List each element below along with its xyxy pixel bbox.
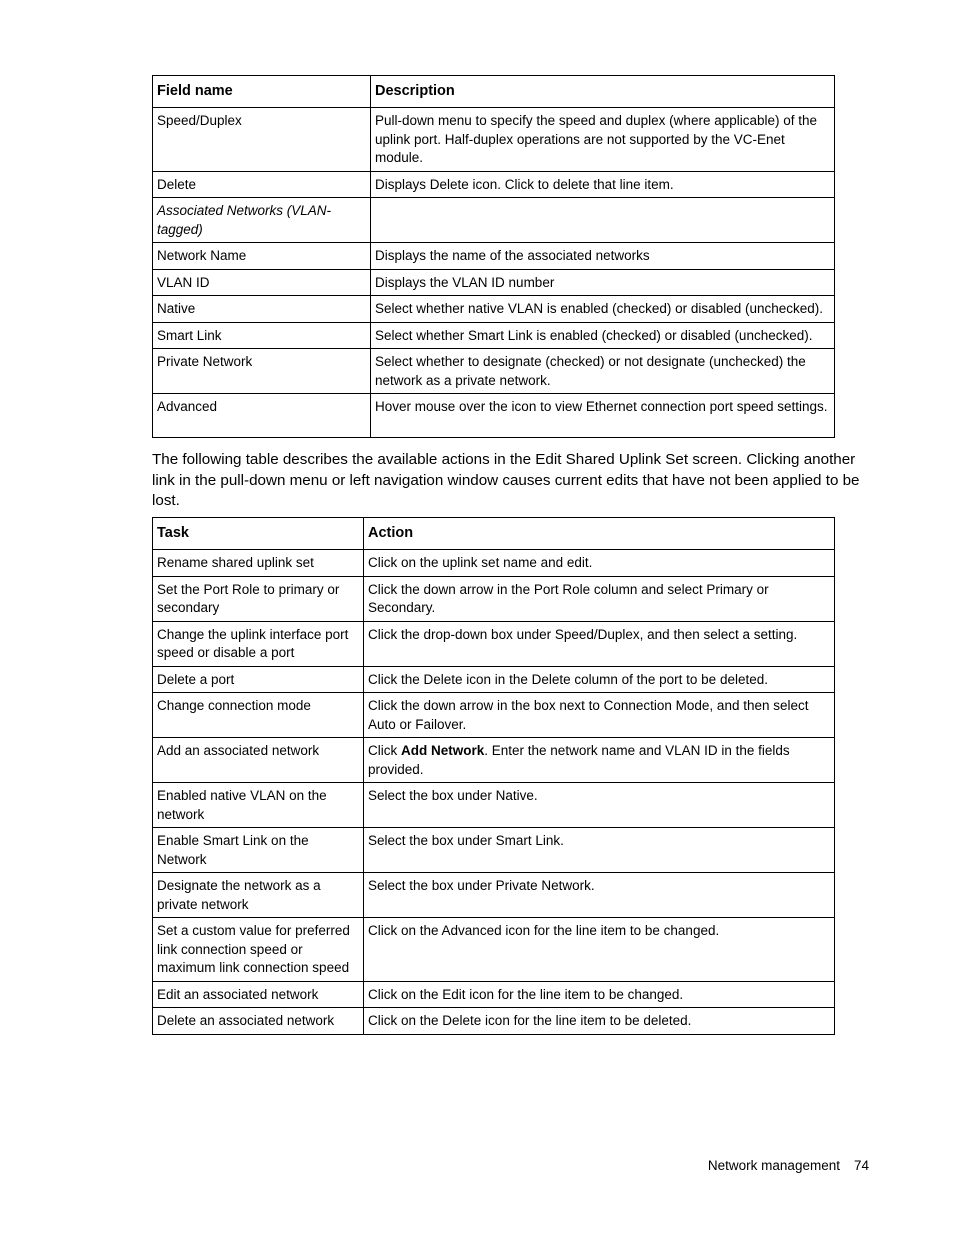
table-row: [153, 738, 835, 783]
table-row: [153, 198, 835, 243]
field-name-cell: Advanced: [153, 394, 371, 438]
description-cell: Select whether Smart Link is enabled (checked) or disabled (unchecked).: [371, 322, 835, 349]
field-name-cell: Speed/Duplex: [153, 108, 371, 172]
description-cell: Pull-down menu to specify the speed and duplex (where applicable) of the uplink port. Half-duplex operations are not supported by the VC-Enet module.: [371, 108, 835, 172]
field-name-cell: Network Name: [153, 243, 371, 270]
page-footer: [708, 1158, 869, 1173]
table-row: [153, 550, 835, 577]
task-cell: Change the uplink interface port speed or disable a port: [153, 621, 364, 666]
task-cell: Delete a port: [153, 666, 364, 693]
table-row: [153, 621, 835, 666]
task-cell: Enable Smart Link on the Network: [153, 828, 364, 873]
table-row: [153, 783, 835, 828]
description-cell: Select whether native VLAN is enabled (checked) or disabled (unchecked).: [371, 296, 835, 323]
column-header-description: Description: [371, 76, 835, 108]
table-row: [153, 666, 835, 693]
action-cell: Click on the Delete icon for the line item to be deleted.: [364, 1008, 835, 1035]
field-name-cell: VLAN ID: [153, 269, 371, 296]
task-action-table: [152, 517, 835, 1035]
task-cell: Change connection mode: [153, 693, 364, 738]
table-header-row: [153, 518, 835, 550]
footer-section-title: Network management: [707, 1158, 840, 1173]
task-cell: Set a custom value for preferred link connection speed or maximum link connection speed: [153, 918, 364, 982]
action-cell: Select the box under Smart Link.: [364, 828, 835, 873]
task-cell: Designate the network as a private network: [153, 873, 364, 918]
action-text-prefix: Click: [368, 743, 401, 758]
column-header-task: Task: [153, 518, 364, 550]
task-cell: Add an associated network: [153, 738, 364, 783]
table-row: [153, 828, 835, 873]
action-cell: Click on the Edit icon for the line item to be changed.: [364, 981, 835, 1008]
action-cell: Click the Delete icon in the Delete column of the port to be deleted.: [364, 666, 835, 693]
table-row: [153, 269, 835, 296]
table-row: [153, 693, 835, 738]
table-row: [153, 322, 835, 349]
task-cell: Rename shared uplink set: [153, 550, 364, 577]
table-row: [153, 108, 835, 172]
description-cell: Displays Delete icon. Click to delete that line item.: [371, 171, 835, 198]
description-cell: Hover mouse over the icon to view Ethernet connection port speed settings.: [371, 394, 835, 438]
field-name-cell: Delete: [153, 171, 371, 198]
task-cell: Set the Port Role to primary or secondary: [153, 576, 364, 621]
column-header-action: Action: [364, 518, 835, 550]
table-row: [153, 349, 835, 394]
action-cell: [364, 738, 835, 783]
table-row: [153, 981, 835, 1008]
table-header-row: [153, 76, 835, 108]
task-cell: Enabled native VLAN on the network: [153, 783, 364, 828]
table-row: [153, 171, 835, 198]
description-cell: Displays the VLAN ID number: [371, 269, 835, 296]
table-row: [153, 394, 835, 438]
field-description-table: [152, 75, 835, 438]
table-row: [153, 296, 835, 323]
task-cell: Delete an associated network: [153, 1008, 364, 1035]
field-name-cell: Native: [153, 296, 371, 323]
table-row: [153, 873, 835, 918]
description-cell: Select whether to designate (checked) or not designate (unchecked) the network as a private network.: [371, 349, 835, 394]
action-text-suffix: . Enter the network name and VLAN ID in the fields provided.: [368, 743, 790, 777]
field-name-cell: Smart Link: [153, 322, 371, 349]
intro-paragraph: The following table describes the available actions in the Edit Shared Uplink Set screen. Clicking another link in the pull-down menu or left navigation window causes current edits that have not been applied to be lost.: [152, 451, 860, 509]
description-cell: [371, 198, 835, 243]
table-row: [153, 1008, 835, 1035]
task-cell: Edit an associated network: [153, 981, 364, 1008]
add-network-term: Add Network: [401, 743, 485, 758]
action-cell: Click the down arrow in the Port Role column and select Primary or Secondary.: [364, 576, 835, 621]
table-row: [153, 918, 835, 982]
column-header-field-name: Field name: [153, 76, 371, 108]
page-number: 74: [853, 1158, 869, 1173]
field-name-cell: Associated Networks (VLAN-tagged): [153, 198, 371, 243]
action-cell: Select the box under Private Network.: [364, 873, 835, 918]
table-row: [153, 243, 835, 270]
action-cell: Click the drop-down box under Speed/Duplex, and then select a setting.: [364, 621, 835, 666]
field-name-cell: Private Network: [153, 349, 371, 394]
table-row: [153, 576, 835, 621]
description-cell: Displays the name of the associated networks: [371, 243, 835, 270]
action-cell: Select the box under Native.: [364, 783, 835, 828]
action-cell: Click the down arrow in the box next to Connection Mode, and then select Auto or Failover.: [364, 693, 835, 738]
action-cell: Click on the Advanced icon for the line item to be changed.: [364, 918, 835, 982]
action-cell: Click on the uplink set name and edit.: [364, 550, 835, 577]
